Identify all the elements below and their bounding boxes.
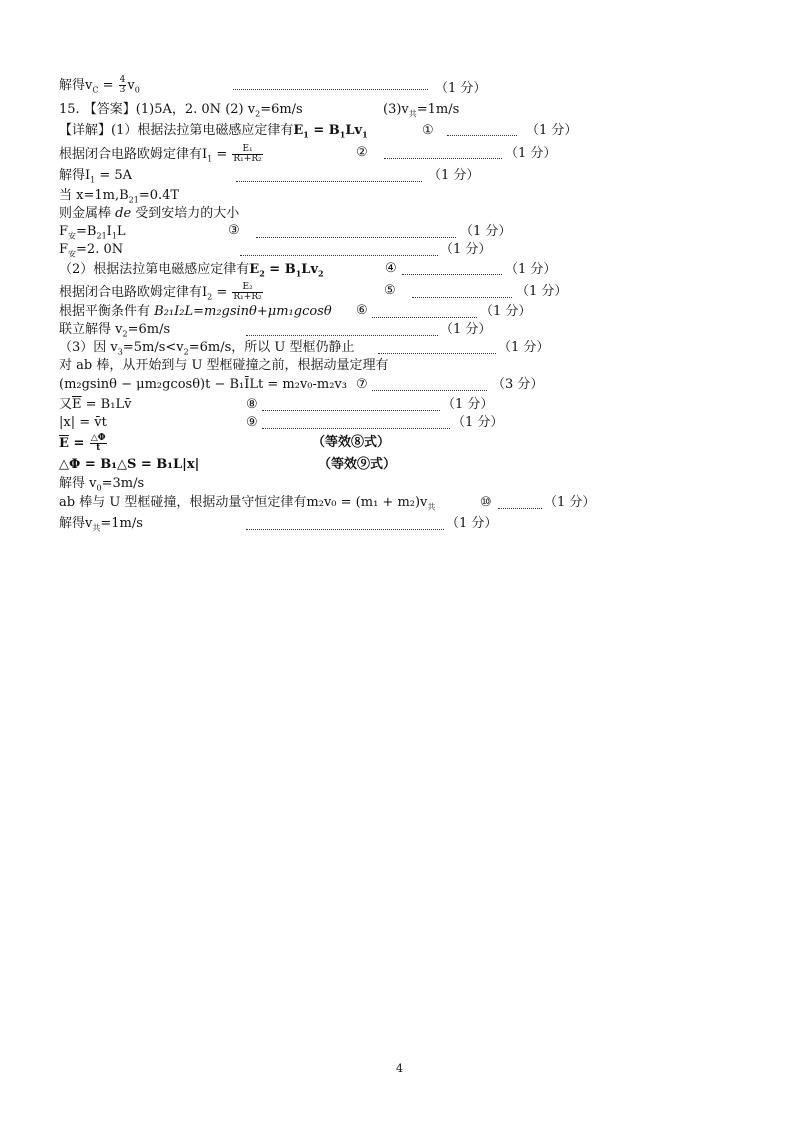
detail-line-17: $\overline{E}$ = $\frac{\triangle\Phi}{t}$ bbox=[59, 433, 106, 453]
equivalent-note: （等效⑧式） bbox=[312, 435, 391, 450]
detail-line-6: $F_安=B_{21}I_1L$ bbox=[59, 224, 126, 241]
score-label: （1 分） bbox=[442, 397, 494, 412]
equation-marker: ⑩ bbox=[480, 495, 492, 510]
detail-line-4: 当 $x=1m,B_{21}=0.4T$ bbox=[59, 188, 180, 205]
equation-marker: ④ bbox=[385, 261, 397, 276]
dot-leader bbox=[262, 427, 450, 429]
score-label: （1 分） bbox=[480, 304, 532, 319]
score-label: （1 分） bbox=[435, 81, 487, 96]
detail-line-1: 【详解】(1）根据法拉第电磁感应定律有$E_1 = B_1Lv_1$ bbox=[59, 123, 368, 140]
detail-line-18: △Φ = B₁△S = B₁L|x| bbox=[59, 457, 200, 472]
detail-line-2: 根据闭合电路欧姆定律有$I_1$ = $\frac{\text{E₁}}{\text{R₁+R₂}}$ bbox=[59, 144, 262, 164]
score-label: （1 分） bbox=[452, 415, 504, 430]
detail-line-19: 解得 $v_0=3m/s$ bbox=[59, 476, 145, 493]
detail-line-3: 解得$I_1 = 5A$ bbox=[59, 168, 133, 185]
score-label: （1 分） bbox=[544, 495, 596, 510]
detail-line-13: 对 ab 棒，从开始到与 U 型框碰撞之前，根据动量定理有 bbox=[59, 358, 389, 373]
equation-marker: ⑤ bbox=[384, 283, 396, 298]
dot-leader bbox=[372, 389, 487, 391]
fraction: $\frac{\triangle\Phi}{t}$ bbox=[90, 433, 106, 453]
score-label: （1 分） bbox=[516, 284, 568, 299]
question-15-answer: 15. 【答案】(1)5A，2. 0N (2) $v_2=6m/s$ bbox=[59, 102, 303, 119]
page-number: 4 bbox=[396, 1062, 403, 1075]
dot-leader bbox=[246, 334, 438, 336]
equation-marker: ⑨ bbox=[246, 415, 258, 430]
detail-line-9: 根据闭合电路欧姆定律有$I_2$ = $\frac{\text{E₂}}{\text{R₁+R₂}}$ bbox=[59, 282, 262, 302]
detail-line-10: 根据平衡条件有 B₂₁I₂L=m₂gsinθ+μm₁gcosθ bbox=[59, 304, 332, 319]
dot-leader bbox=[498, 507, 542, 509]
dot-leader bbox=[256, 236, 456, 238]
detail-line-15: 又$\overline{E}$ = B₁Lv̄ bbox=[59, 397, 132, 412]
fraction: $\frac{\text{E₂}}{\text{R₁+R₂}}$ bbox=[233, 282, 262, 302]
score-label: （1 分） bbox=[505, 146, 557, 161]
score-label: （1 分） bbox=[446, 516, 498, 531]
detail-line-21: 解得$v_共=1m/s$ bbox=[59, 516, 143, 533]
score-label: （1 分） bbox=[498, 340, 550, 355]
dot-leader bbox=[378, 352, 496, 354]
dot-leader bbox=[233, 88, 428, 90]
dot-leader bbox=[412, 296, 512, 298]
answer-line-vc: 解得$v_C$ = $\frac{4}{3}$ $v_0$ bbox=[59, 75, 140, 95]
equation-marker: ③ bbox=[228, 223, 240, 238]
dot-leader bbox=[402, 273, 502, 275]
score-label: （3 分） bbox=[492, 377, 544, 392]
equivalent-note: （等效⑨式） bbox=[318, 457, 397, 472]
equation-marker: ⑦ bbox=[356, 377, 368, 392]
detail-line-16: |x| = v̄t bbox=[59, 415, 107, 430]
dot-leader bbox=[372, 316, 477, 318]
dot-leader bbox=[246, 528, 444, 530]
detail-line-12: （3）因 $v_3=5m/s<v_2=6m/s$，所以 U 型框仍静止 bbox=[59, 340, 355, 357]
fraction: $\frac{\text{E₁}}{\text{R₁+R₂}}$ bbox=[233, 144, 262, 164]
detail-line-20: ab 棒与 U 型框碰撞，根据动量守恒定律有$m_2v_0 = (m_1 + m_2)v_共$ bbox=[59, 495, 436, 512]
detail-line-5: 则金属棒 de 受到安培力的大小 bbox=[59, 206, 240, 221]
equation-marker: ① bbox=[422, 123, 434, 138]
score-label: （1 分） bbox=[460, 224, 512, 239]
score-label: （1 分） bbox=[505, 262, 557, 277]
detail-line-14: (m₂gsinθ − μm₂gcosθ)t − B₁ĪLt = m₂v₀-m₂v₃ bbox=[59, 377, 347, 392]
dot-leader bbox=[236, 180, 422, 182]
score-label: （1 分） bbox=[440, 322, 492, 337]
dot-leader bbox=[447, 134, 517, 136]
dot-leader bbox=[240, 254, 438, 256]
answer-3: $(3)v_共=1m/s$ bbox=[383, 102, 460, 119]
dot-leader bbox=[384, 157, 502, 159]
score-label: （1 分） bbox=[440, 242, 492, 257]
equation-marker: ⑥ bbox=[356, 303, 368, 318]
equation-marker: ② bbox=[356, 145, 368, 160]
detail-line-8: （2）根据法拉第电磁感应定律有$E_2 = B_1Lv_2$ bbox=[59, 262, 324, 279]
dot-leader bbox=[262, 409, 440, 411]
detail-line-11: 联立解得 $v_2=6m/s$ bbox=[59, 322, 171, 339]
score-label: （1 分） bbox=[526, 123, 578, 138]
detail-line-7: $F_安=2$. 0N bbox=[59, 242, 124, 259]
score-label: （1 分） bbox=[428, 168, 480, 183]
equation-marker: ⑧ bbox=[246, 397, 258, 412]
fraction: $\frac{4}{3}$ bbox=[119, 75, 126, 95]
